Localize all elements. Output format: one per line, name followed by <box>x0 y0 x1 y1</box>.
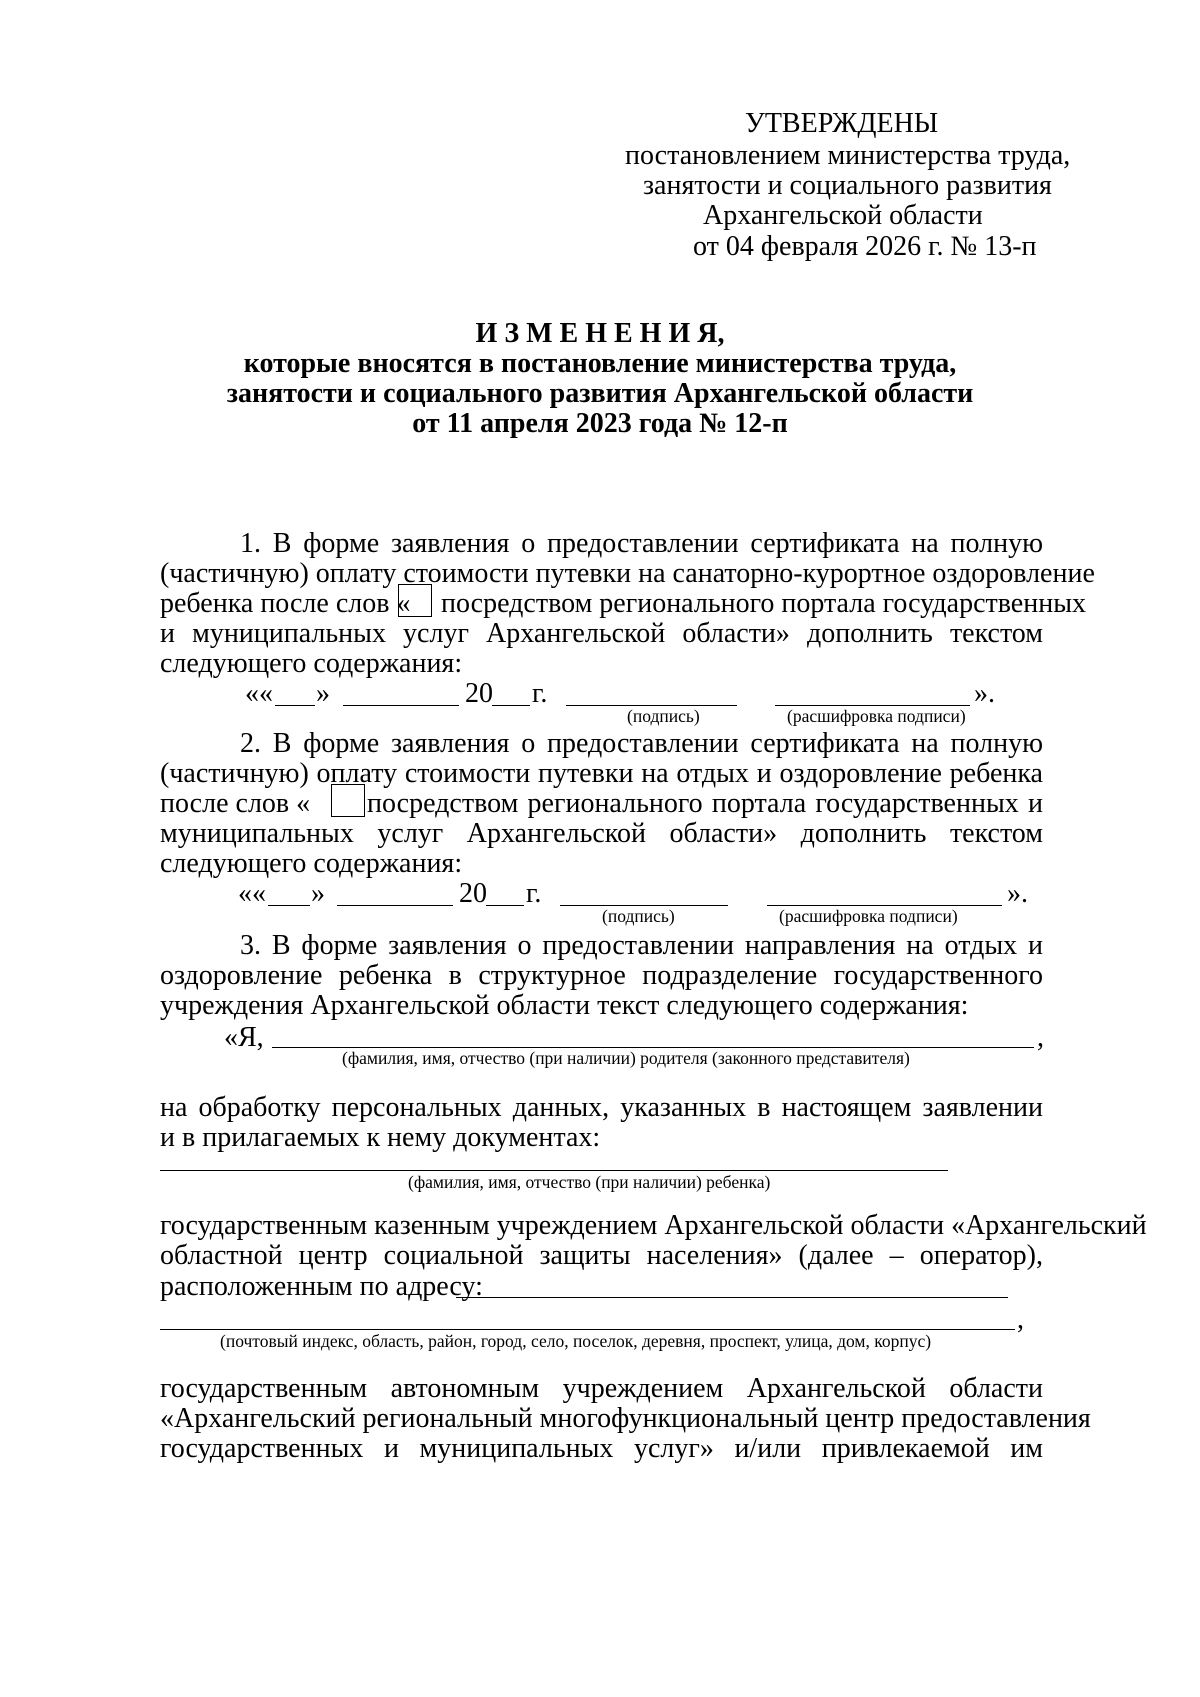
document-title: И З М Е Н Е Н И Я, <box>475 318 725 349</box>
p3-line: оздоровление ребенка в структурное подразделение государственного <box>160 960 1043 991</box>
p3-line: государственным казенным учреждением Архангельской области «Архангельский <box>160 1210 1147 1241</box>
day-field-line <box>275 705 315 706</box>
year-suffix: г. <box>526 878 542 909</box>
year-suffix: г. <box>532 678 548 709</box>
p2-line: после слов « <box>160 788 311 819</box>
p1-line: 1. В форме заявления о предоставлении сертификата на полную <box>240 528 1043 559</box>
month-field-line <box>337 905 453 906</box>
p1-line: (частичную) оплату стоимости путевки на санаторно-курортное оздоровление <box>160 558 1095 589</box>
p3-line: областной центр социальной защиты населения» (далее – оператор), <box>160 1240 1043 1271</box>
checkbox-placeholder <box>398 584 432 617</box>
p2-line: муниципальных услуг Архангельской области» дополнить текстом <box>160 818 1043 849</box>
document-subtitle: которые вносятся в постановление министерства труда, <box>243 348 957 379</box>
p3-line: учреждения Архангельской области текст следующего содержания: <box>160 990 969 1021</box>
caption-signature-decode: (расшифровка подписи) <box>779 906 958 926</box>
year-prefix: 20 <box>465 678 493 709</box>
p1-line: посредством регионального портала государственных <box>441 588 1087 619</box>
caption-child-name: (фамилия, имя, отчество (при наличии) ребенка) <box>408 1172 771 1192</box>
caption-signature: (подпись) <box>602 906 675 926</box>
year-prefix: 20 <box>459 878 487 909</box>
p3-line: расположенным по адресу: <box>160 1271 483 1302</box>
caption-signature-decode: (расшифровка подписи) <box>787 706 966 726</box>
comma: , <box>1017 1304 1024 1335</box>
caption-address: (почтовый индекс, область, район, город, село, поселок, деревня, проспект, улица, дом, корпус) <box>220 1331 932 1351</box>
comma: , <box>1037 1022 1044 1053</box>
quote-open: «« <box>238 878 266 909</box>
child-name-line <box>160 1170 948 1171</box>
checkbox-placeholder <box>331 784 365 817</box>
p1-line: ребенка после слов « <box>160 588 411 619</box>
p3-line: и в прилагаемых к нему документах: <box>160 1122 601 1153</box>
address-line <box>456 1297 1008 1298</box>
p3-line: на обработку персональных данных, указанных в настоящем заявлении <box>160 1092 1043 1123</box>
p2-line: (частичную) оплату стоимости путевки на отдых и оздоровление ребенка <box>160 758 1043 789</box>
quote-open: «« <box>245 678 273 709</box>
p1-line: и муниципальных услуг Архангельской области» дополнить текстом <box>160 618 1043 649</box>
p2-line: следующего содержания: <box>160 848 463 879</box>
address-line-2 <box>160 1329 1015 1330</box>
caption-parent-name: (фамилия, имя, отчество (при наличии) родителя (законного представителя) <box>342 1048 910 1068</box>
p3-line: «Архангельский региональный многофункциональный центр предоставления <box>160 1403 1091 1434</box>
approval-line: постановлением министерства труда, <box>625 140 1071 171</box>
year-field-line <box>486 905 524 906</box>
caption-signature: (подпись) <box>627 706 700 726</box>
p3-line: 3. В форме заявления о предоставлении направления на отдых и <box>240 930 1043 961</box>
year-field-line <box>492 705 530 706</box>
approval-line: занятости и социального развития <box>643 170 1052 201</box>
p2-line: посредством регионального портала государственных и <box>367 788 1043 819</box>
approval-title: УТВЕРЖДЕНЫ <box>745 108 939 139</box>
quote-end: ». <box>974 678 995 709</box>
p2-line: 2. В форме заявления о предоставлении сертификата на полную <box>240 728 1043 759</box>
approval-date: от 04 февраля 2026 г. № 13-п <box>693 231 1037 262</box>
document-subtitle: от 11 апреля 2023 года № 12-п <box>412 408 788 439</box>
quote-close: » <box>311 878 325 909</box>
p3-line: государственным автономным учреждением Архангельской области <box>160 1373 1043 1404</box>
month-field-line <box>343 705 459 706</box>
approval-line: Архангельской области <box>703 200 983 231</box>
quote-close: » <box>316 678 330 709</box>
quote-end: ». <box>1007 878 1028 909</box>
p1-line: следующего содержания: <box>160 648 463 679</box>
ya-label: «Я, <box>224 1022 264 1053</box>
p3-line: государственных и муниципальных услуг» и/или привлекаемой им <box>160 1433 1043 1464</box>
day-field-line <box>268 905 310 906</box>
document-subtitle: занятости и социального развития Архангельской области <box>226 378 974 409</box>
